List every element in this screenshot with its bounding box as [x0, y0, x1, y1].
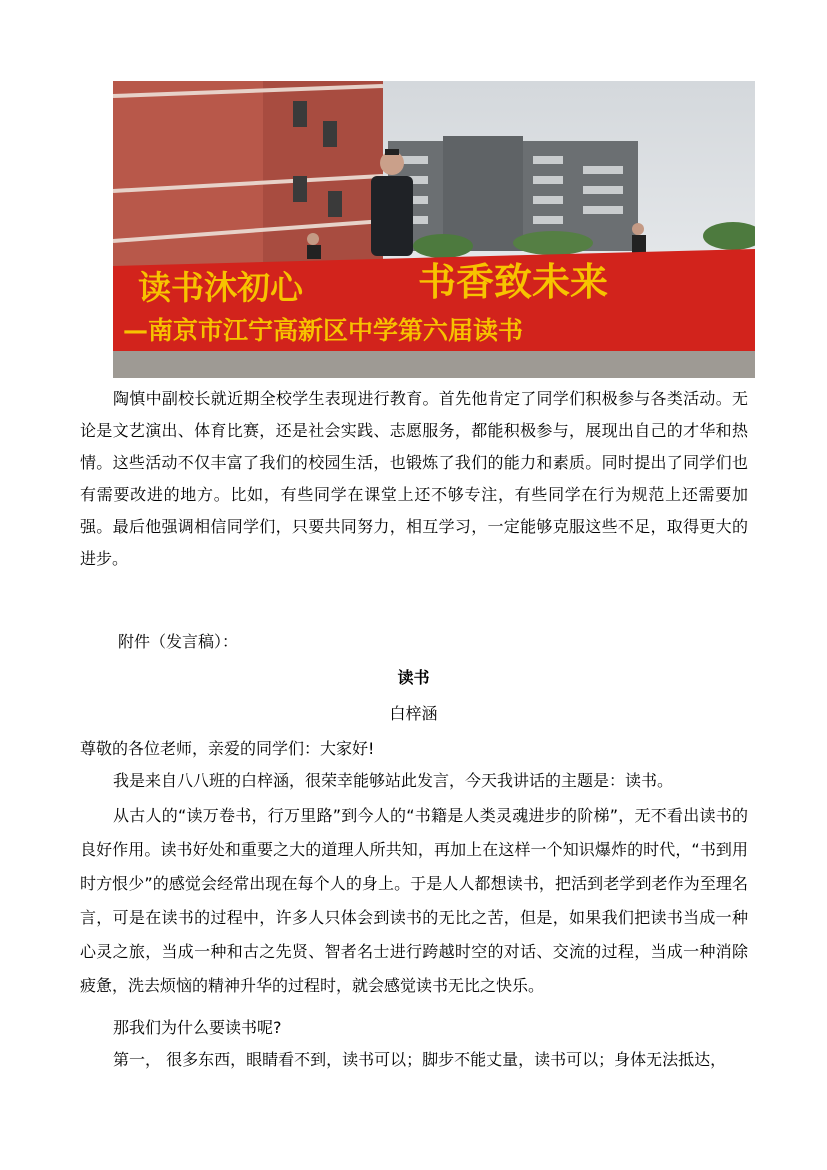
banner-line2: —南京市江宁高新区中学第六届读书	[123, 316, 524, 345]
event-photo	[113, 81, 755, 378]
banner-line1-right: 书香致未来	[418, 260, 609, 304]
speech-paragraph-4: 第一， 很多东西，眼睛看不到，读书可以；脚步不能丈量，读书可以；身体无法抵达，	[113, 1050, 727, 1069]
summary-paragraph: 陶慎中副校长就近期全校学生表现进行教育。首先他肯定了同学们积极参与各类活动。无论是文艺演出、体育比赛，还是社会实践、志愿服务，都能积极参与，展现出自己的才华和热情。这些活动不仅丰富了我们的校园生活，也锻炼了我们的能力和素质。同时提出了同学们也有需要改进的地方。比如，有些同学在课堂上还不够专注，有些同学在行为规范上还需要加强。最后他强调相信同学们，只要共同努力，相互学习，一定能够克服这些不足，取得更大的进步。	[80, 389, 748, 568]
speech-author: 白梓涵	[389, 704, 438, 723]
attachment-label: 附件（发言稿）：	[118, 632, 239, 651]
banner-line1-left: 读书沐初心	[138, 268, 303, 307]
speech-title: 读书	[397, 668, 430, 687]
speech-paragraph-1: 我是来自八八班的白梓涵，很荣幸能够站此发言，今天我讲话的主题是：读书。	[113, 771, 674, 790]
speech-paragraph-2: 从古人的“读万卷书，行万里路”到今人的“书籍是人类灵魂进步的阶梯”，无不看出读书的良好作用。读书好处和重要之大的道理人所共知，再加上在这样一个知识爆炸的时代，“书到用时方恨少”的感觉会经常出现在每个人的身上。于是人人都想读书，把活到老学到老作为至理名言，可是在读书的过程中，许多人只体会到读书的无比之苦，但是，如果我们把读书当成一种心灵之旅，当成一种和古之先贤、智者名士进行跨越时空的对话、交流的过程，当成一种消除疲惫，洗去烦恼的精神升华的过程时，就会感觉读书无比之快乐。	[80, 806, 748, 995]
speech-paragraph-3: 那我们为什么要读书呢?	[113, 1018, 282, 1037]
speech-greeting: 尊敬的各位老师，亲爱的同学们：大家好!	[80, 739, 375, 758]
